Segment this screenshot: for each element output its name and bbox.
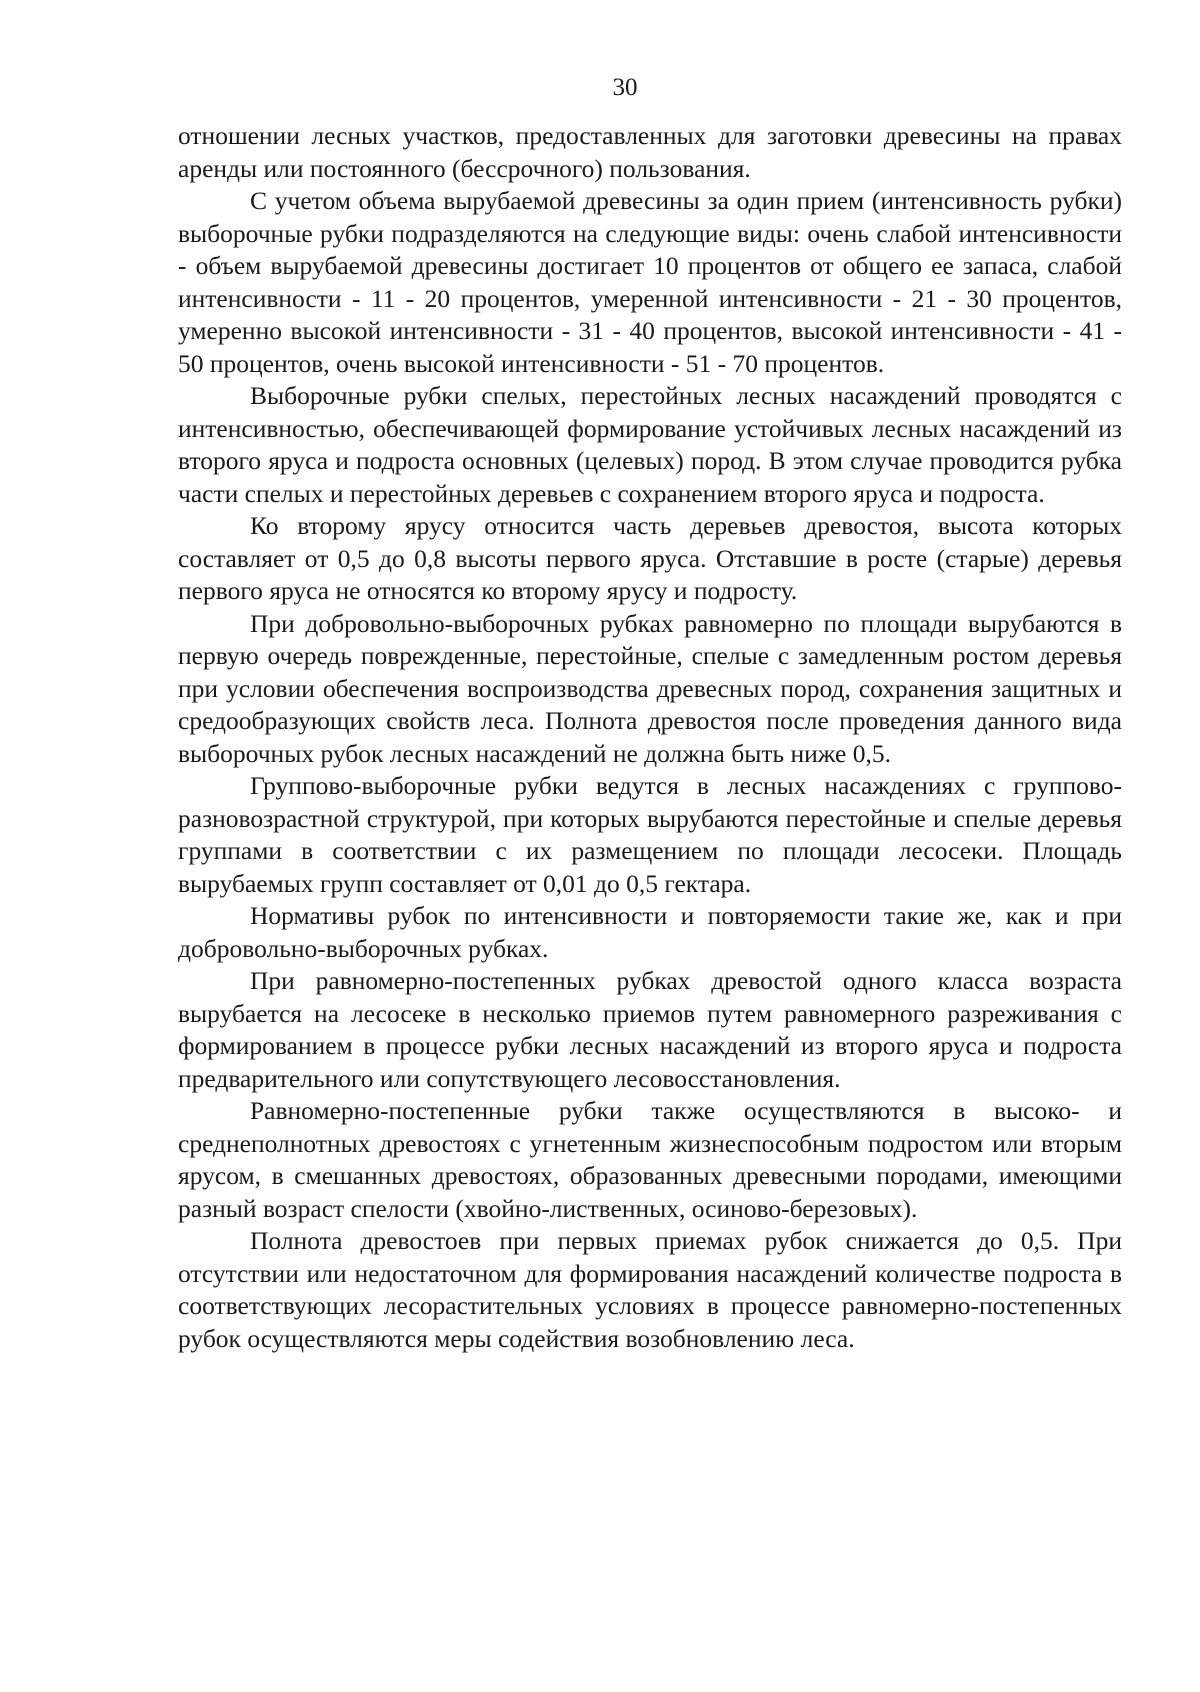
paragraph-continuation: отношении лесных участков, предоставленных для заготовки древесины на правах аренды или постоянного (бессрочного) пользования. (178, 121, 1122, 183)
paragraph-norms: Нормативы рубок по интенсивности и повторяемости такие же, как и при добровольно-выборочных рубках. (178, 901, 1122, 963)
page-number: 30 (612, 74, 638, 101)
paragraph-voluntary-selective: При добровольно-выборочных рубках равномерно по площади вырубаются в первую очередь поврежденные, перестойные, спелые с замедленным ростом деревья при условии обеспечения воспроизводства древесных пород, сохранения защитных и средообразующих свойств леса. Полнота древостоя после проведения данного вида выборочных рубок лесных насаждений не должна быть ниже 0,5. (178, 608, 1122, 768)
paragraph-mature-stands: Выборочные рубки спелых, перестойных лесных насаждений проводятся с интенсивностью, обеспечивающей формирование устойчивых лесных насаждений из второго яруса и подроста основных (целевых) пород. В этом случае проводится рубка части спелых и перестойных деревьев с сохранением второго яруса и подроста. (178, 381, 1122, 508)
paragraph-group-selective: Группово-выборочные рубки ведутся в лесных насаждениях с группово-разновозрастной структурой, при которых вырубаются перестойные и спелые деревья группами в соответствии с их размещением по площади лесосеки. Площадь вырубаемых групп составляет от 0,01 до 0,5 гектара. (178, 771, 1122, 898)
paragraph-density-reduction: Полнота древостоев при первых приемах рубок снижается до 0,5. При отсутствии или недостаточном для формирования насаждений количестве подроста в соответствующих лесорастительных условиях в процессе равномерно-постепенных рубок осуществляются меры содействия возобновлению леса. (178, 1226, 1122, 1353)
paragraph-uniform-gradual-stands: Равномерно-постепенные рубки также осуществляются в высоко- и среднеполнотных древостоях с угнетенным жизнеспособным подростом или вторым ярусом, в смешанных древостоях, образованных древесными породами, имеющими разный возраст спелости (хвойно-лиственных, осиново-березовых). (178, 1096, 1122, 1223)
paragraph-uniform-gradual: При равномерно-постепенных рубках древостой одного класса возраста вырубается на лесосеке в несколько приемов путем равномерного разреживания с формированием в процессе рубки лесных насаждений из второго яруса и подроста предварительного или сопутствующего лесовосстановления. (178, 966, 1122, 1093)
paragraph-second-tier: Ко второму ярусу относится часть деревьев древостоя, высота которых составляет от 0,5 до 0,8 высоты первого яруса. Отставшие в росте (старые) деревья первого яруса не относятся ко второму ярусу и подросту. (178, 511, 1122, 605)
paragraph-intensity-types: С учетом объема вырубаемой древесины за один прием (интенсивность рубки) выборочные рубки подразделяются на следующие виды: очень слабой интенсивности - объем вырубаемой древесины достигает 10 процентов от общего ее запаса, слабой интенсивности - 11 - 20 процентов, умеренной интенсивности - 21 - 30 процентов, умеренно высокой интенсивности - 31 - 40 процентов, высокой интенсивности - 41 - 50 процентов, очень высокой интенсивности - 51 - 70 процентов. (178, 186, 1122, 378)
document-body (178, 120, 1122, 1355)
